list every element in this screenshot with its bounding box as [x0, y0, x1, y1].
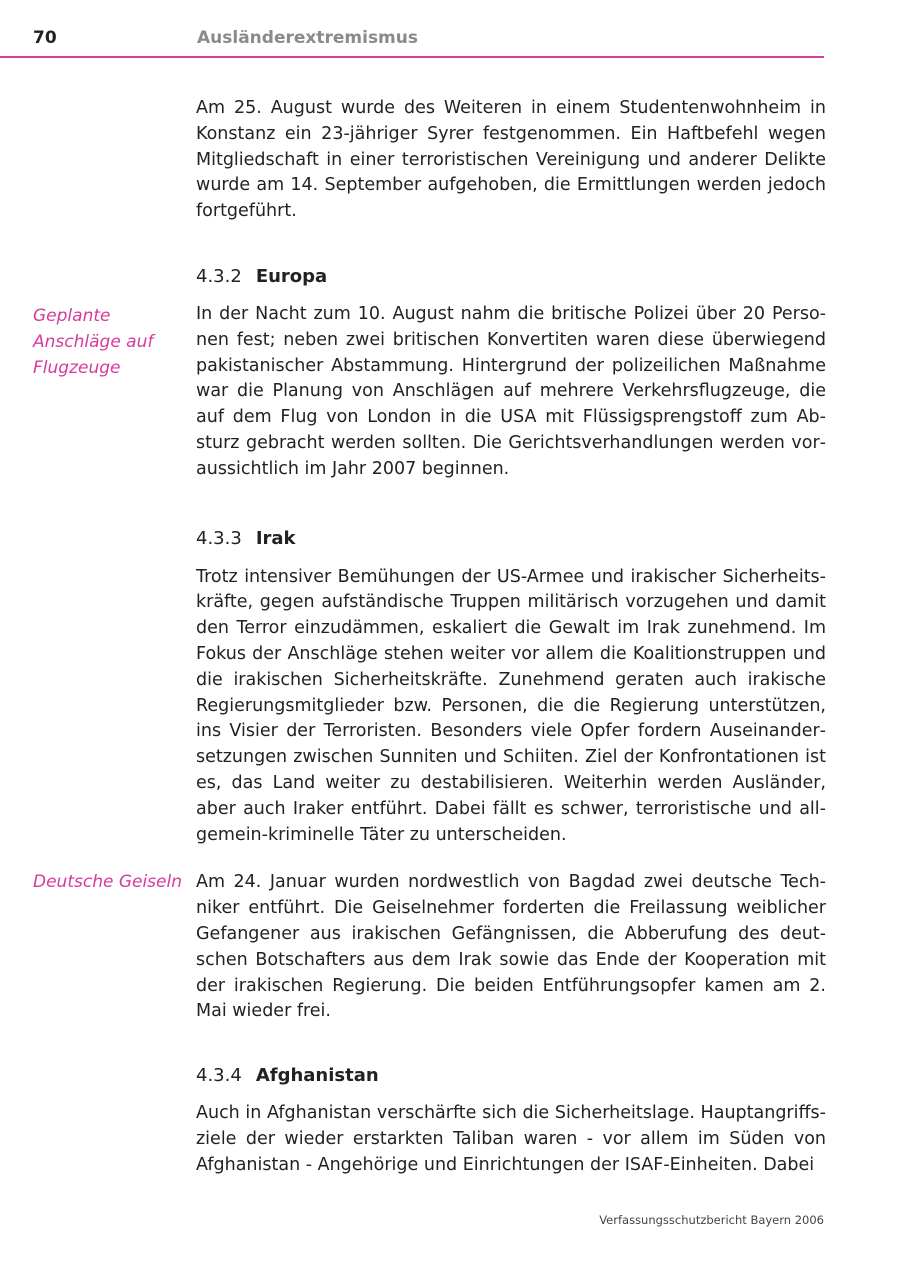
paragraph-irak: Trotz intensiver Bemühungen der US-Armee und irakischer Sicherheitskräfte, gegen aufständische Truppen militärisch vorzugehen und damit den Terror einzudämmen, eskaliert die Gewalt im Irak zunehmend. Im Fokus der Anschläge stehen weiter vor allem die Koalitionstruppen und die irakischen Sicherheitskräfte. Zunehmend geraten auch irakische Regierungsmitglieder bzw. Personen, die die Regierung unterstützen, ins Visier der Terroristen. Besonders viele Opfer fordern Auseinandersetzungen zwischen Sunniten und Schiiten. Ziel der Konfrontationen ist es, das Land weiter zu destabilisieren. Weiterhin werden Ausländer, aber auch Iraker entführt. Dabei fällt es schwer, terroristische und allgemein-kriminelle Täter zu unterscheiden.	[196, 566, 826, 845]
section-heading-irak	[196, 526, 826, 551]
section-number: 4.3.4	[196, 1065, 242, 1087]
paragraph-afghanistan: Auch in Afghanistan verschärfte sich die Sicherheitslage. Hauptangriffsziele der wieder erstarkten Taliban waren - vor allem im Süden von Afghanistan - Angehörige und Einrichtungen der ISAF-Einheiten. Dabei	[196, 1103, 826, 1175]
paragraph-europa: In der Nacht zum 10. August nahm die britische Polizei über 20 Personen fest; neben zwei britischen Konvertiten waren diese überwiegend pakistanischer Abstammung. Hintergrund der polizeilichen Maßnahme war die Planung von Anschlägen auf mehrere Verkehrsflugzeuge, die auf dem Flug von London in die USA mit Flüssigsprengstoff zum Absturz gebracht werden sollten. Die Gerichtsverhandlungen werden voraussichtlich im Jahr 2007 beginnen.	[196, 303, 826, 479]
page-header	[0, 0, 824, 58]
paragraph-german-hostages: Am 24. Januar wurden nordwestlich von Bagdad zwei deutsche Techniker entführt. Die Geiselnehmer forderten die Freilassung weiblicher Gefangener aus irakischen Gefängnissen, die Abberufung des deutschen Botschafters aus dem Irak sowie das Ende der Kooperation mit der irakischen Regierung. Die beiden Entführungsopfer kamen am 2. Mai wieder frei.	[196, 872, 826, 1022]
section-title: Afghanistan	[255, 1065, 379, 1087]
paragraph-konstanz-arrest: Am 25. August wurde des Weiteren in einem Studentenwohnheim in Konstanz ein 23-jähriger Syrer festgenommen. Ein Haftbefehl wegen Mitgliedschaft in einer terroristischen Vereinigung und anderer Delikte wurde am 14. September aufgehoben, die Ermittlungen werden jedoch fortgeführt.	[196, 98, 826, 222]
section-title: Europa	[255, 265, 328, 287]
section-heading-europa	[196, 264, 826, 289]
page-footer: Verfassungsschutzbericht Bayern 2006	[599, 1213, 824, 1227]
page-number: 70	[33, 28, 57, 48]
main-text	[196, 96, 826, 1179]
margin-note-planned-attacks: Geplante Anschläge auf Flugzeuge	[33, 306, 154, 378]
section-title: Irak	[255, 527, 296, 549]
section-heading-afghanistan	[196, 1063, 826, 1088]
running-title: Ausländerextremismus	[197, 28, 418, 48]
section-number: 4.3.2	[196, 265, 242, 287]
section-number: 4.3.3	[196, 527, 242, 549]
margin-note-german-hostages: Deutsche Geiseln	[33, 872, 182, 892]
